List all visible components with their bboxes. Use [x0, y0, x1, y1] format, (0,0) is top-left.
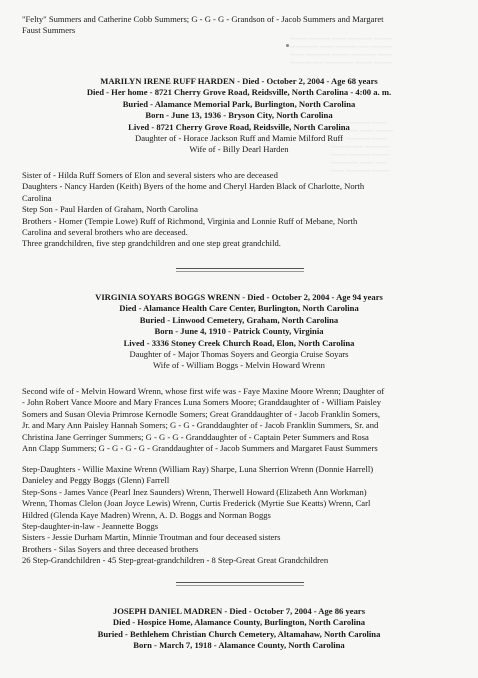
header-line: JOSEPH DANIEL MADREN - Died - October 7, 2004 - Age 86 years: [112, 606, 366, 616]
body-line: Three grandchildren, five step grandchildren and one step great grandchild.: [22, 238, 281, 249]
body-line: Brothers - Silas Soyers and three deceased brothers: [22, 543, 199, 554]
header-line: Daughter of - Horace Jackson Ruff and Mamie Milford Ruff: [134, 133, 344, 144]
header-line: Lived - 8721 Cherry Grove Road, Reidsville, North Carolina: [128, 121, 350, 132]
header-line: Born - March 7, 1918 - Alamance County, North Carolina: [133, 640, 345, 651]
body-line: Step Son - Paul Harden of Graham, North Carolina: [22, 204, 198, 215]
body-line: Ann Clapp Summers; G - G - G - G - Granddaughter of - Jacob Summers and Margaret Faust Summers: [22, 443, 378, 454]
header-line: Buried - Linwood Cemetery, Graham, North Carolina: [139, 314, 339, 325]
header-line: Died - Alamance Health Care Center, Burlington, North Carolina: [119, 303, 359, 314]
header-line: Wife of - Billy Dearl Harden: [189, 144, 289, 155]
body-line: 26 Step-Grandchildren - 45 Step-great-grandchildren - 8 Step-Great Great Grandchildren: [22, 555, 329, 566]
body-line: Wrenn, Thomas Clelon (Joan Joyce Lewis) Wrenn, Curtis Frederick (Myrtie Sue Keatts) Wrenn, Carl: [22, 498, 371, 509]
body-line: Christina Jane Gerringer Summers; G - G - G - Granddaughter of - Captain Peter Summers and Rosa: [22, 431, 369, 442]
header-line: Born - June 4, 1910 - Patrick County, Virginia: [154, 326, 324, 337]
body-line: Jr. and Mary Ann Paisley Hannah Somers; G - G - Granddaughter of - Jacob Franklin Summers, Sr. and: [22, 420, 379, 431]
header-line: Buried - Bethlehem Christian Church Cemetery, Altamahaw, North Carolina: [97, 628, 381, 639]
body-line: - John Robert Vance Moore and Mary Frances Luna Somers Moore; Granddaughter of - William Paisley: [22, 397, 381, 408]
obituary-body-marilyn: [22, 170, 460, 250]
header-line: Daughter of - Major Thomas Soyers and Georgia Cruise Soyars: [129, 349, 349, 360]
bleed-through-texture: ~~~~~ ~~~~~~ ~~~~ ~~~~~~~~ ~~~~ ~~~~~ ~~~~ ~~~~~~~ ~~~~ ~~~~~~ ~~~ ~~~~~~~ ~~~~~ ~~~~~~ ~~~~~ ~~~~~~~~ ~~~~ ~~~ ~~~~ ~~~~~~~ ~~~~~: [330, 120, 394, 175]
body-line: Danieley and Peggy Boggs (Glenn) Farrell: [22, 475, 170, 486]
obituary-body-virginia: [22, 386, 460, 454]
body-line: Step-daughter-in-law - Jeannette Boggs: [22, 521, 159, 532]
header-line: Buried - Alamance Memorial Park, Burlington, North Carolina: [122, 98, 356, 109]
obituary-header-joseph: [10, 606, 468, 652]
header-line: Wife of - William Boggs - Melvin Howard Wrenn: [153, 360, 325, 371]
body-line: Step-Daughters - Willie Maxine Wrenn (William Ray) Sharpe, Luna Sherrion Wrenn (Donnie Harrell): [22, 464, 374, 474]
body-line: Sisters - Jessie Durham Martin, Minnie Troutman and four deceased sisters: [22, 532, 281, 543]
section-divider: [176, 268, 304, 272]
body-line: Second wife of - Melvin Howard Wrenn, whose first wife was - Faye Maxine Moore Wrenn; Daughter of: [22, 386, 385, 396]
body-line: Carolina: [22, 192, 52, 203]
body-line: Daughters - Nancy Harden (Keith) Byers of the home and Cheryl Harden Black of Charlotte, North: [22, 181, 365, 192]
obituary-survivors-virginia: [22, 464, 460, 567]
obituary-header-virginia: [10, 292, 468, 372]
header-line: Died - Her home - 8721 Cherry Grove Road, Reidsville, North Carolina - 4:00 a. m.: [86, 87, 392, 98]
intro-line: Faust Summers: [22, 25, 76, 36]
body-line: Step-Sons - James Vance (Pearl Inez Saunders) Wrenn, Therwell Howard (Elizabeth Ann Workman): [22, 486, 367, 497]
body-line: Sister of - Hilda Ruff Somers of Elon and several sisters who are deceased: [22, 170, 278, 180]
header-line: Died - Hospice Home, Alamance County, Burlington, North Carolina: [112, 617, 366, 628]
header-line: MARILYN IRENE RUFF HARDEN - Died - October 2, 2004 - Age 68 years: [100, 76, 378, 86]
section-divider: [176, 582, 304, 586]
header-line: Born - June 13, 1936 - Bryson City, North Carolina: [145, 110, 333, 121]
header-line: VIRGINIA SOYARS BOGGS WRENN - Died - October 2, 2004 - Age 94 years: [95, 292, 383, 302]
bleed-through-texture: ~~~~~ ~~~~~~ ~~~~ ~~~~~~~ ~~~~~ ~~~~~~~~ ~~~~ ~~~~~~ ~~~ ~~~~~~ ~~~~ ~~~~~~~ ~~~~~ ~~~~~~~ ~~~~ ~~~~~~ ~~~ ~~~~~~~~ ~~~~~ ~~~~~: [290, 36, 392, 67]
body-line: Brothers - Homer (Tempie Lowe) Ruff of Richmond, Virginia and Lonnie Ruff of Mebane, North: [22, 215, 358, 226]
speck-dot: [286, 44, 289, 47]
intro-line: "Felty" Summers and Catherine Cobb Summers; G - G - G - Grandson of - Jacob Summers and Margaret: [22, 14, 384, 24]
intro-paragraph: [22, 14, 460, 37]
body-line: Carolina and several brothers who are deceased.: [22, 227, 188, 238]
body-line: Somers and Susan Olevia Primrose Kernodle Somers; Great Granddaughter of - Jacob Franklin Somers,: [22, 408, 380, 419]
header-line: Lived - 3336 Stoney Creek Church Road, Elon, North Carolina: [123, 337, 355, 348]
obituary-header-marilyn: [10, 76, 468, 156]
body-line: Hildred (Glenda Kaye Madren) Wrenn, A. D. Boggs and Norman Boggs: [22, 509, 271, 520]
